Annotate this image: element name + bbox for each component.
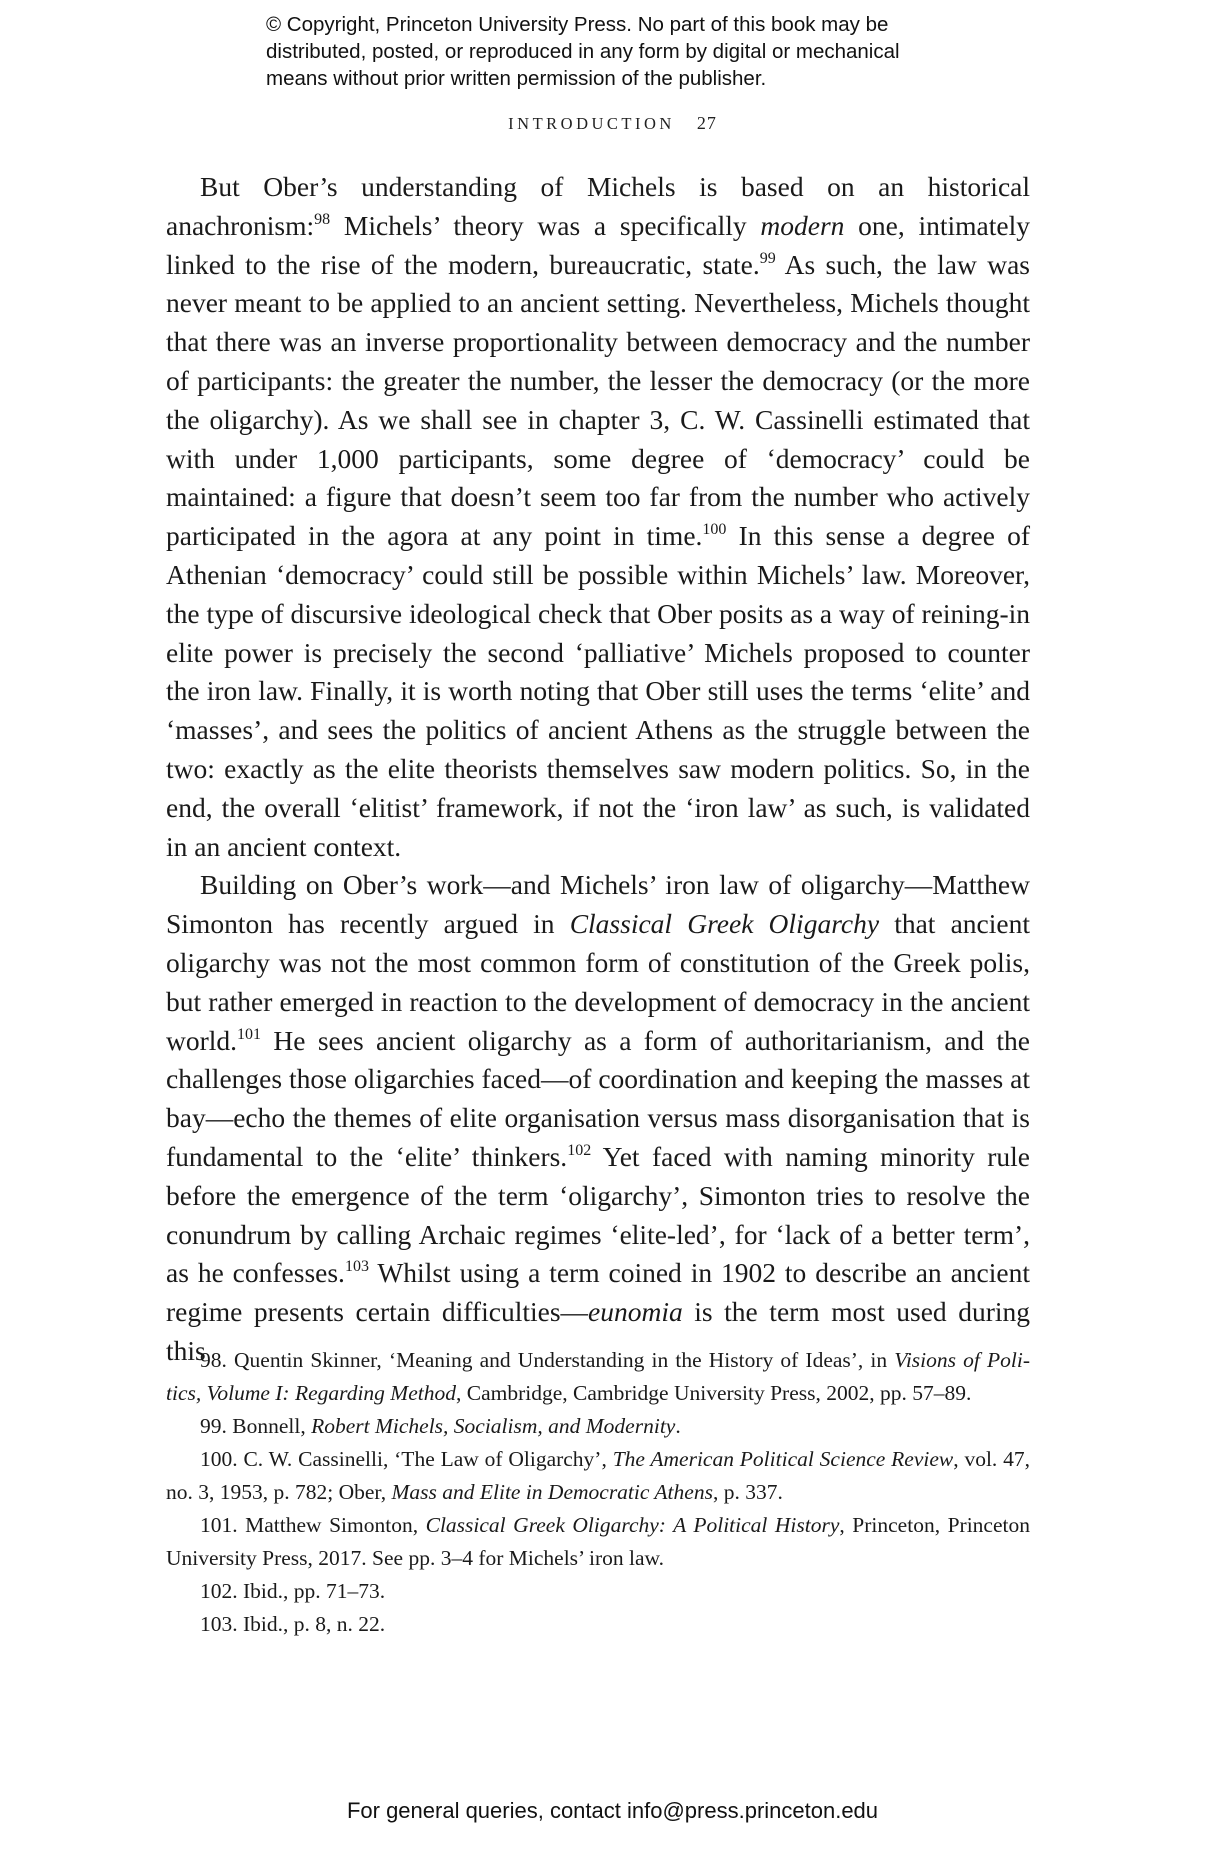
- footnote-ref: 102: [567, 1141, 592, 1159]
- footnote-ref: 103: [344, 1258, 369, 1276]
- text-run: , vol. 47, no. 3, 1953, p. 782; Ober,: [166, 1447, 1030, 1504]
- copyright-notice: [266, 11, 1046, 92]
- book-title: Classical Greek Oligarchy: [569, 908, 880, 940]
- text-run: Bonnell,: [226, 1414, 312, 1438]
- text-run: is the term most used during this: [166, 1296, 1031, 1366]
- book-title: Visions of Politics, Volume I: Regarding Method: [166, 1348, 1030, 1405]
- footnote: [166, 1575, 1030, 1608]
- text-run: Ibid., p. 8, n. 22.: [237, 1612, 386, 1636]
- text-run: Building on Ober’s work—and Michels’ iron law of oligarchy—Matthew Simonton has recently argued in: [166, 869, 1030, 940]
- text-run: , p. 337.: [712, 1480, 783, 1504]
- footnote: [166, 1344, 1030, 1410]
- text-run: Whilst using a term coined in 1902 to describe an ancient regime presents certain difficulties—: [166, 1257, 1030, 1328]
- footnote: [166, 1509, 1030, 1575]
- text-run: .: [675, 1414, 681, 1438]
- footnote-number: 99.: [200, 1414, 227, 1438]
- footnote-ref: 98: [314, 210, 331, 228]
- text-run: one, intimately linked to the rise of the modern, bureaucratic, state.: [166, 209, 1030, 280]
- emphasis: eunomia: [588, 1296, 683, 1328]
- paragraph: [166, 168, 1030, 866]
- text-run: In this sense a degree of Athenian ‘democracy’ could still be possible within Michels’ law. Moreover, the type of discursive ideological check that Ober posits as a way of reining-in elite power is precisely the second ‘palliative’ Michels proposed to counter the iron law. Finally, it is worth noting that Ober still uses the terms ‘elite’ and ‘masses’, and sees the politics of ancient Athens as the struggle between the two: exactly as the elite theorists themselves saw modern politics. So, in the end, the overall ‘elitist’ framework, if not the ‘iron law’ as such, is validated in an ancient context.: [166, 520, 1030, 862]
- footnote: [166, 1443, 1030, 1509]
- main-text: [166, 168, 1030, 1371]
- text-run: Matthew Simonton,: [237, 1513, 426, 1537]
- text-run: Michels’ theory was a specifically: [330, 209, 761, 241]
- text-run: , Cambridge, Cambridge University Press, 2002, pp. 57–89.: [456, 1381, 972, 1405]
- footnote: [166, 1608, 1030, 1641]
- text-run: Ibid., pp. 71–73.: [237, 1579, 386, 1603]
- footnote: [166, 1410, 1030, 1443]
- book-title: Robert Michels, Socialism, and Modernity: [311, 1414, 676, 1438]
- footnote-number: 103.: [200, 1612, 238, 1636]
- journal-title: The American Political Science Review: [612, 1447, 954, 1471]
- text-run: Yet faced with naming minority rule before the emergence of the term ‘oligarchy’, Simonton tries to resolve the conundrum by calling Archaic regimes ‘elite-led’, for ‘lack of a better term’, as he confesses.: [166, 1140, 1030, 1289]
- footnote-number: 101.: [200, 1513, 238, 1537]
- footnote-number: 102.: [200, 1579, 238, 1603]
- text-run: C. W. Cassinelli, ‘The Law of Oligarchy’,: [237, 1447, 613, 1471]
- copyright-line: distributed, posted, or reproduced in any form by digital or mechanical: [266, 40, 900, 63]
- text-run: , Princeton, Princeton University Press, 2017. See pp. 3–4 for Michels’ iron law.: [166, 1513, 1030, 1570]
- footnote-number: 100.: [200, 1447, 238, 1471]
- footnote-number: 98.: [200, 1348, 227, 1372]
- footnote-ref: 100: [702, 521, 727, 539]
- paragraph: [166, 866, 1030, 1370]
- text-run: Quentin Skinner, ‘Meaning and Understanding in the History of Ideas’, in: [226, 1348, 895, 1372]
- page-number: 27: [696, 113, 717, 133]
- text-run: that ancient oligarchy was not the most common form of constitution of the Greek polis, but rather emerged in reaction to the development of democracy in the ancient world.: [166, 908, 1031, 1056]
- footnote-ref: 101: [237, 1025, 262, 1043]
- footnote-ref: 99: [759, 249, 776, 267]
- copyright-line: © Copyright, Princeton University Press. No part of this book may be: [266, 13, 889, 36]
- text-run: As such, the law was never meant to be applied to an ancient setting. Nevertheless, Michels thought that there was an inverse proportionality between democracy and the number of participants: the greater the number, the lesser the democracy (or the more the oligarchy). As we shall see in chapter 3, C. W. Cassinelli estimated that with under 1,000 participants, some degree of ‘democracy’ could be maintained: a figure that doesn’t seem too far from the number who actively participated in the agora at any point in time.: [166, 248, 1030, 552]
- running-head: [0, 113, 1225, 134]
- text-run: But Ober’s understanding of Michels is based on an historical anachronism:: [166, 171, 1030, 241]
- footnotes: [166, 1344, 1030, 1641]
- chapter-title: INTRODUCTION: [508, 114, 675, 133]
- contact-footer: For general queries, contact info@press.princeton.edu: [346, 1798, 879, 1823]
- copyright-line: means without prior written permission of the publisher.: [266, 67, 767, 90]
- emphasis: modern: [760, 209, 845, 241]
- book-title: Mass and Elite in Democratic Athens: [391, 1480, 713, 1504]
- text-run: He sees ancient oligarchy as a form of authoritarianism, and the challenges those oligarchies faced—of coordination and keeping the masses at bay—echo the themes of elite organisation versus mass disorganisation that is fundamental to the ‘elite’ thinkers.: [166, 1024, 1030, 1172]
- book-title: Classical Greek Oligarchy: A Political History: [425, 1513, 840, 1537]
